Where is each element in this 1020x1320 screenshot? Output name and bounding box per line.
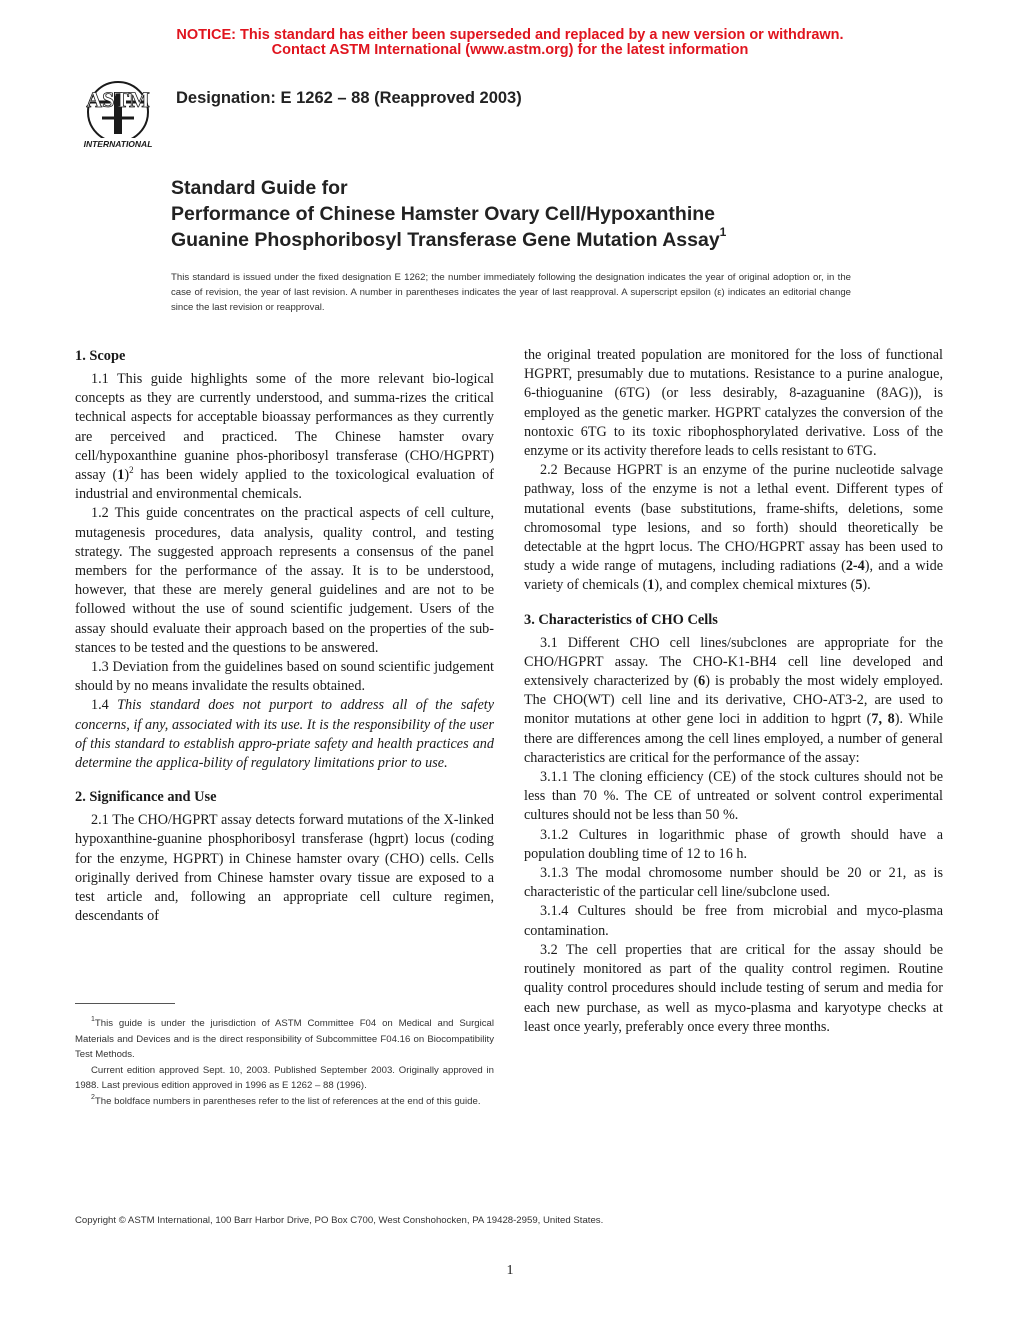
reference-link[interactable]: 1 — [117, 467, 125, 484]
footnote-divider — [75, 1003, 175, 1004]
footnote-ref[interactable]: 2 — [129, 465, 134, 476]
paragraph-1-1: 1.1 This guide highlights some of the more relevant bio-logical concepts as they are currently understood, and summa-rizes the critical technical aspects for acceptable bioassay performances as they currently are perceived and practiced. The Chinese hamster ovary cell/hypoxanthine guanine phos-phoribosyl transferase (CHO/HGPRT) assay $(1)^2$ has been widely applied to the toxicological evaluation of industrial and environmental chemicals. — [75, 371, 494, 503]
right-column — [524, 346, 943, 1037]
left-column — [75, 346, 494, 926]
paragraph-3-1-4: 3.1.4 Cultures should be free from microbial and myco-plasma contamination. — [524, 903, 943, 939]
reference-link[interactable]: 1 — [647, 577, 655, 594]
title-footnote-ref: 1 — [719, 225, 727, 239]
section-heading-scope: 1. Scope — [75, 348, 126, 364]
paragraph-1-3: 1.3 Deviation from the guidelines based on sound scientific judgement should by no means invalidate the results obtained. — [75, 659, 494, 695]
reference-link[interactable]: 6 — [698, 673, 706, 690]
paragraph-3-2: 3.2 The cell properties that are critical for the assay should be routinely monitored as part of the quality control regimen. Routine quality control procedures should include testing of serum and media for each new purchase, as well as myco-plasma and karyotype checks at least once yearly, preferably once every three months. — [524, 941, 943, 1035]
paragraph-1-2: 1.2 This guide concentrates on the practical aspects of cell culture, mutagenesis procedures, data analysis, quality control, and testing strategy. The suggested approach represents a consensus of the panel members for the performance of the assay. It is to be understood, however, that these are merely general guidelines and are not to be followed without the use of sound scientific judgement. Users of the assay should evaluate their approach based on the properties of the sub-stances to be tested and the questions to be answered. — [75, 505, 494, 656]
page-number: 1 — [506, 1263, 514, 1278]
issuance-note: This standard is issued under the fixed designation E 1262; the number immediately following the designation indicates the year of original adoption or, in the case of revision, the year of last revision. A number in parentheses indicates the year of last reapproval. A superscript epsilon (ε) indicates an editorial change since the last revision or reapproval. — [171, 272, 851, 313]
copyright-notice: Copyright © ASTM International, 100 Barr Harbor Drive, PO Box C700, West Conshohocken, PA 19428-2959, United States. — [75, 1215, 604, 1226]
withdrawal-notice-line-1: NOTICE: This standard has either been superseded and replaced by a new version or withdrawn. — [176, 27, 844, 43]
footnote-2: $^2$The boldface numbers in parentheses refer to the list of references at the end of this guide. — [91, 1093, 481, 1107]
withdrawal-notice-line-2: Contact ASTM International (www.astm.org) for the latest information — [271, 42, 749, 58]
paragraph-3-1-2: 3.1.2 Cultures in logarithmic phase of growth should have a population doubling time of 12 to 16 h. — [524, 826, 943, 862]
footnote-1: $^1$This guide is under the jurisdiction of ASTM Committee F04 on Medical and Surgical Materials and Devices and is the direct responsibility of Subcommittee F04.16 on Biocompatibility Test Methods. — [75, 1016, 494, 1060]
reference-link[interactable]: 2-4 — [845, 558, 865, 575]
designation: Designation: E 1262 – 88 (Reapproved 2003) — [176, 89, 522, 107]
paragraph-2-1-continued: the original treated population are monitored for the loss of functional HGPRT, presumably due to mutations. Resistance to a purine analogue, 6-thioguanine (6TG) (or less desirably, 8-azaguanine (8AG)), is employed as the genetic marker. HGPRT catalyzes the conversion of the nontoxic 6TG to its toxic ribophosphorylated derivative. Loss of the enzyme or its activity therefore leads to cells resistant to 6TG. — [524, 347, 943, 460]
section-heading-significance: 2. Significance and Use — [75, 789, 217, 806]
section-heading-characteristics: 3. Characteristics of CHO Cells — [524, 611, 718, 628]
paragraph-2-1: 2.1 The CHO/HGPRT assay detects forward mutations of the X-linked hypoxanthine-guanine phosphoribosyl transferase (hgprt) locus (coding for the enzyme, HGPRT) in Chinese hamster ovary (CHO) cells. Cells originally derived from Chinese hamster ovary tissue are exposed to a test article and, following an appropriate cell culture regimen, descendants of — [75, 812, 494, 925]
title-line-1: Standard Guide for — [171, 177, 348, 199]
reference-link[interactable]: 5 — [855, 577, 863, 594]
logo-subtext: INTERNATIONAL — [83, 139, 153, 149]
title-line-3: Guanine Phosphoribosyl Transferase Gene Mutation Assay$^1$ — [171, 225, 727, 251]
footnotes — [75, 1016, 494, 1109]
astm-logo — [72, 74, 164, 152]
paragraph-1-4: 1.4 This standard does not purport to address all of the safety concerns, if any, associated with its use. It is the responsibility of the user of this standard to establish appro-priate safety and health practices and determine the applica-bility of regulatory limitations prior to use. — [75, 697, 494, 772]
paragraph-3-1: 3.1 Different CHO cell lines/subclones are appropriate for the CHO/HGPRT assay. The CHO-K1-BH4 cell line developed and extensively characterized by (6) is probably the most widely employed. The CHO(WT) cell line and its derivative, CHO-AT3-2, are used to monitor mutations at other gene loci in addition to hgprt (7, 8). While there are differences among the cell lines employed, a number of general characteristics are critical for the performance of the assay: — [524, 634, 944, 766]
footnote-1-edition: Current edition approved Sept. 10, 2003. Published September 2003. Originally approved in 1988. Last previous edition approved in 1996 as E 1262 – 88 (1996). — [75, 1064, 494, 1091]
reference-link[interactable]: 7, 8 — [871, 711, 895, 728]
title-line-2: Performance of Chinese Hamster Ovary Cell/Hypoxanthine — [171, 203, 716, 225]
logo-text: ASTM — [86, 87, 150, 112]
paragraph-2-2: 2.2 Because HGPRT is an enzyme of the purine nucleotide salvage pathway, loss of the enzyme is not a lethal event. Different types of mutational events (base substitutions, frame-shifts, deletions, some chromosomal type lesions, and so forth) should theoretically be detectable at the hgprt locus. The CHO/HGPRT assay has been used to study a wide range of mutagens, including radiations (2-4), and a wide variety of chemicals (1), and complex chemical mixtures (5). — [524, 462, 943, 594]
paragraph-3-1-1: 3.1.1 The cloning efficiency (CE) of the stock cultures should not be less than 70 %. The CE of untreated or solvent control experimental cultures should not be less than 50 %. — [524, 769, 943, 824]
paragraph-3-1-3: 3.1.3 The modal chromosome number should be 20 or 21, as is characteristic of the particular cell line/subclone used. — [524, 865, 943, 901]
document-title — [171, 175, 931, 253]
